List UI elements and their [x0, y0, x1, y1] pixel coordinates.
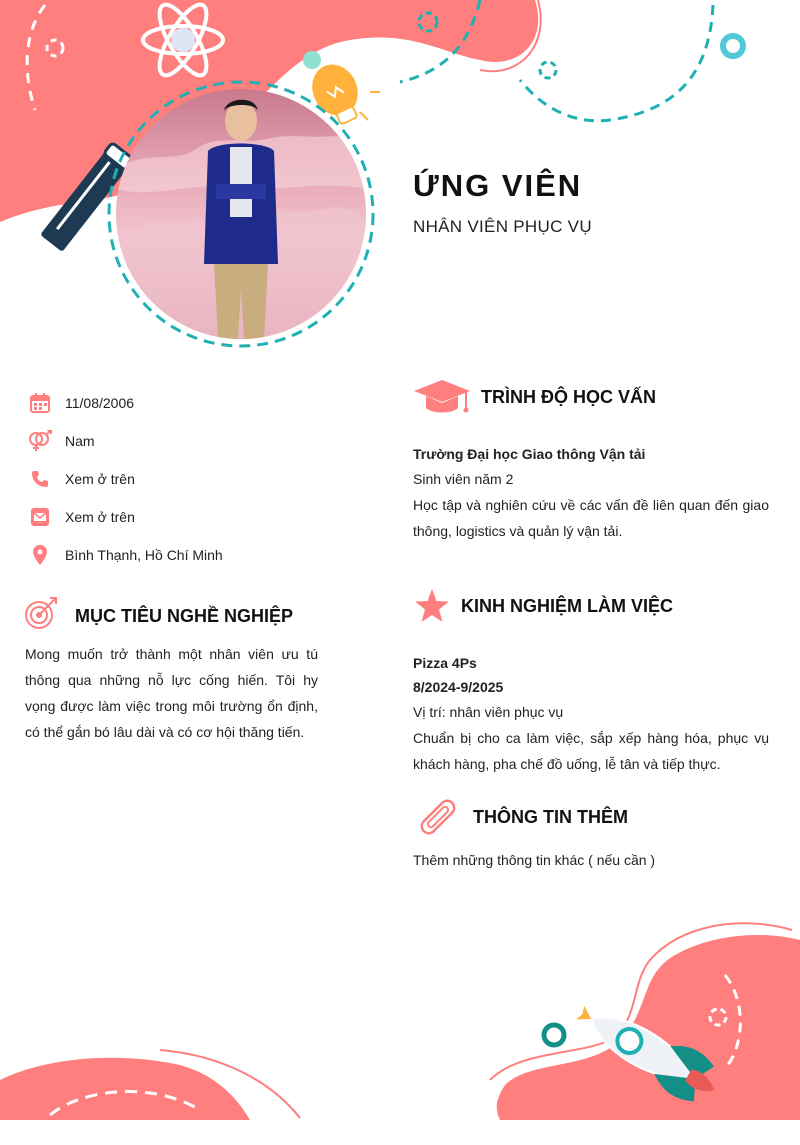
- experience-description: Chuẩn bị cho ca làm việc, sắp xếp hàng hóa, phục vụ khách hàng, pha chế đồ uống, lễ tân và tiếp thực.: [413, 730, 769, 772]
- education-title: TRÌNH ĐỘ HỌC VẤN: [481, 387, 656, 407]
- teal-dashed-swirl-2: [520, 5, 713, 121]
- experience-company: Pizza 4Ps: [413, 655, 477, 671]
- contact-phone: [28, 460, 328, 498]
- gender-text: Nam: [65, 433, 95, 449]
- contact-gender: [28, 422, 328, 460]
- education-description: Học tập và nghiên cứu về các vấn đề liên quan đến giao thông, logistics và quản lý vận tải.: [413, 497, 769, 539]
- calendar-icon: [28, 391, 52, 415]
- bulb-tip: [303, 51, 321, 69]
- extra-text: Thêm những thông tin khác ( nếu cần ): [413, 852, 656, 868]
- extra-title: THÔNG TIN THÊM: [473, 807, 628, 827]
- education-year: Sinh viên năm 2: [413, 471, 514, 487]
- bottom-left-blob: [0, 1058, 250, 1120]
- rocket-ring: [544, 1025, 564, 1045]
- star-icon: [414, 589, 450, 628]
- location-pin-icon: [28, 543, 52, 567]
- candidate-position: NHÂN VIÊN PHỤC VỤ: [413, 217, 592, 236]
- contact-birthday: [28, 384, 328, 422]
- person-silhouette: [116, 89, 366, 339]
- experience-role: Vị trí: nhân viên phục vụ: [413, 704, 564, 720]
- bulb-ray-2: [360, 112, 368, 120]
- phone-icon: [28, 467, 52, 491]
- candidate-name: ỨNG VIÊN: [413, 168, 583, 203]
- birthday-text: 11/08/2006: [65, 395, 135, 411]
- contact-address: [28, 536, 328, 574]
- avatar-photo: [116, 89, 366, 339]
- phone-text: Xem ở trên: [65, 471, 135, 487]
- objective-text: Mong muốn trở thành một nhân viên ưu tú thông qua những nỗ lực cống hiến. Tôi hy vọng được làm việc trong môi trường ổn định, có thể gắn bó lâu dài và có cơ hội thăng tiến.: [25, 646, 318, 740]
- education-school: Trường Đại học Giao thông Vận tải: [413, 446, 646, 462]
- experience-title: KINH NGHIỆM LÀM VIỆC: [461, 596, 674, 616]
- email-text: Xem ở trên: [65, 509, 135, 525]
- gender-icon: [28, 429, 52, 453]
- teal-loop-2: [540, 62, 556, 78]
- address-text: Bình Thạnh, Hồ Chí Minh: [65, 547, 223, 563]
- contact-list: [28, 384, 328, 574]
- experience-period: 8/2024-9/2025: [413, 679, 504, 695]
- graduation-cap-icon: [414, 380, 470, 421]
- contact-email: [28, 498, 328, 536]
- teal-ring-dot: [723, 36, 743, 56]
- objective-title: MỤC TIÊU NGHỀ NGHIỆP: [75, 606, 294, 626]
- paperclip-icon: [416, 797, 460, 842]
- email-icon: [28, 505, 52, 529]
- target-icon: [24, 596, 58, 635]
